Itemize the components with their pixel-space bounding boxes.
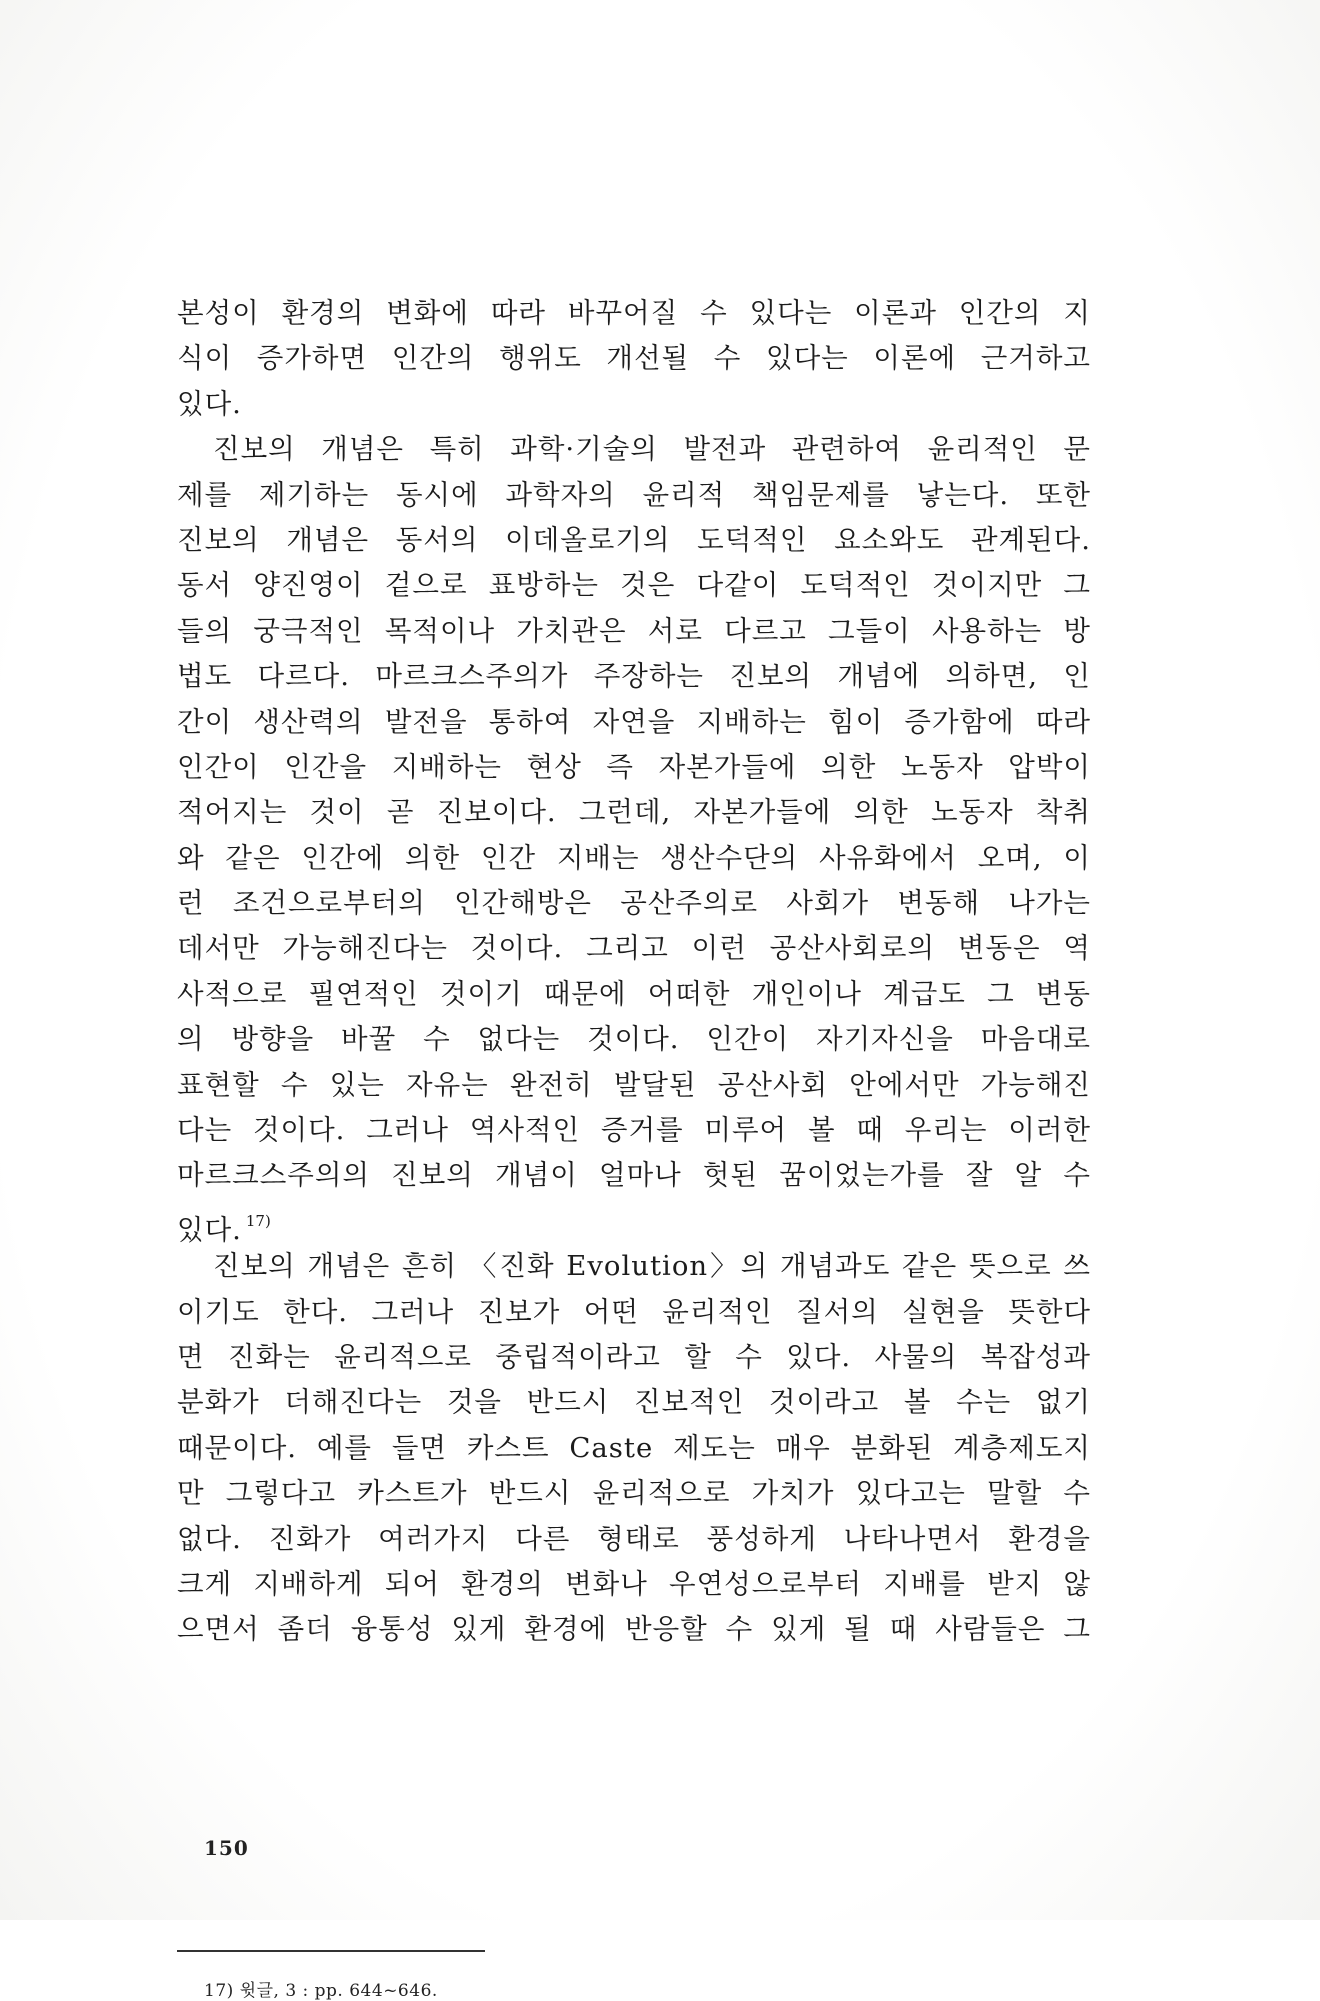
text-line: 인간이 인간을 지배하는 현상 즉 자본가들에 의한 노동자 압박이	[177, 750, 1091, 783]
text-line: 때문이다. 예를 들면 카스트 Caste 제도는 매우 분화된 계층제도지	[177, 1431, 1091, 1464]
footnote: 17) 윗글, 3 : pp. 644~646.	[204, 1981, 438, 2001]
text-line: 다는 것이다. 그러나 역사적인 증거를 미루어 볼 때 우리는 이러한	[177, 1114, 1091, 1147]
text-line: 진보의 개념은 특히 과학·기술의 발전과 관련하여 윤리적인 문	[213, 433, 1091, 466]
text-line: 법도 다르다. 마르크스주의가 주장하는 진보의 개념에 의하면, 인	[177, 660, 1091, 693]
text-line: 의 방향을 바꿀 수 없다는 것이다. 인간이 자기자신을 마음대로	[177, 1023, 1091, 1056]
page-number: 150	[204, 1836, 249, 1860]
text-line: 있다.	[177, 387, 242, 420]
text-line: 진보의 개념은 흔히 〈진화 Evolution〉의 개념과도 같은 뜻으로 쓰	[213, 1250, 1091, 1283]
text-line: 이기도 한다. 그러나 진보가 어떤 윤리적인 질서의 실현을 뜻한다	[177, 1295, 1091, 1328]
text-line: 표현할 수 있는 자유는 완전히 발달된 공산사회 안에서만 가능해진	[177, 1068, 1091, 1101]
text-line: 들의 궁극적인 목적이나 가치관은 서로 다르고 그들이 사용하는 방	[177, 614, 1091, 647]
text-line: 적어지는 것이 곧 진보이다. 그런데, 자본가들에 의한 노동자 착취	[177, 796, 1091, 829]
text-line: 진보의 개념은 동서의 이데올로기의 도덕적인 요소와도 관계된다.	[177, 523, 1091, 556]
text-line: 있다.	[177, 1213, 242, 1246]
text-line: 와 같은 인간에 의한 인간 지배는 생산수단의 사유화에서 오며, 이	[177, 841, 1091, 874]
text-line: 없다. 진화가 여러가지 다른 형태로 풍성하게 나타나면서 환경을	[177, 1522, 1091, 1555]
text-line: 제를 제기하는 동시에 과학자의 윤리적 책임문제를 낳는다. 또한	[177, 478, 1091, 511]
text-line: 사적으로 필연적인 것이기 때문에 어떠한 개인이나 계급도 그 변동	[177, 977, 1091, 1010]
text-line: 크게 지배하게 되어 환경의 변화나 우연성으로부터 지배를 받지 않	[177, 1567, 1091, 1600]
text-line: 데서만 가능해진다는 것이다. 그리고 이런 공산사회로의 변동은 역	[177, 932, 1091, 965]
text-line: 간이 생산력의 발전을 통하여 자연을 지배하는 힘이 증가함에 따라	[177, 705, 1091, 738]
text-line: 런 조건으로부터의 인간해방은 공산주의로 사회가 변동해 나가는	[177, 887, 1091, 920]
body-text	[177, 291, 1091, 1653]
text-line: 동서 양진영이 겉으로 표방하는 것은 다같이 도덕적인 것이지만 그	[177, 569, 1091, 602]
text-line: 만 그렇다고 카스트가 반드시 윤리적으로 가치가 있다고는 말할 수	[177, 1477, 1091, 1510]
text-line: 으면서 좀더 융통성 있게 환경에 반응할 수 있게 될 때 사람들은 그	[177, 1613, 1092, 1646]
text-line: 면 진화는 윤리적으로 중립적이라고 할 수 있다. 사물의 복잡성과	[177, 1340, 1091, 1373]
footnote-divider	[177, 1950, 485, 1952]
text-line: 마르크스주의의 진보의 개념이 얼마나 헛된 꿈이었는가를 잘 알 수	[177, 1159, 1091, 1192]
text-line-with-note	[177, 1199, 1091, 1244]
text-line: 식이 증가하면 인간의 행위도 개선될 수 있다는 이론에 근거하고	[177, 342, 1091, 375]
text-line: 본성이 환경의 변화에 따라 바꾸어질 수 있다는 이론과 인간의 지	[177, 297, 1091, 329]
footnote-reference: 17)	[245, 1211, 271, 1230]
text-line: 분화가 더해진다는 것을 반드시 진보적인 것이라고 볼 수는 없기	[177, 1386, 1091, 1419]
